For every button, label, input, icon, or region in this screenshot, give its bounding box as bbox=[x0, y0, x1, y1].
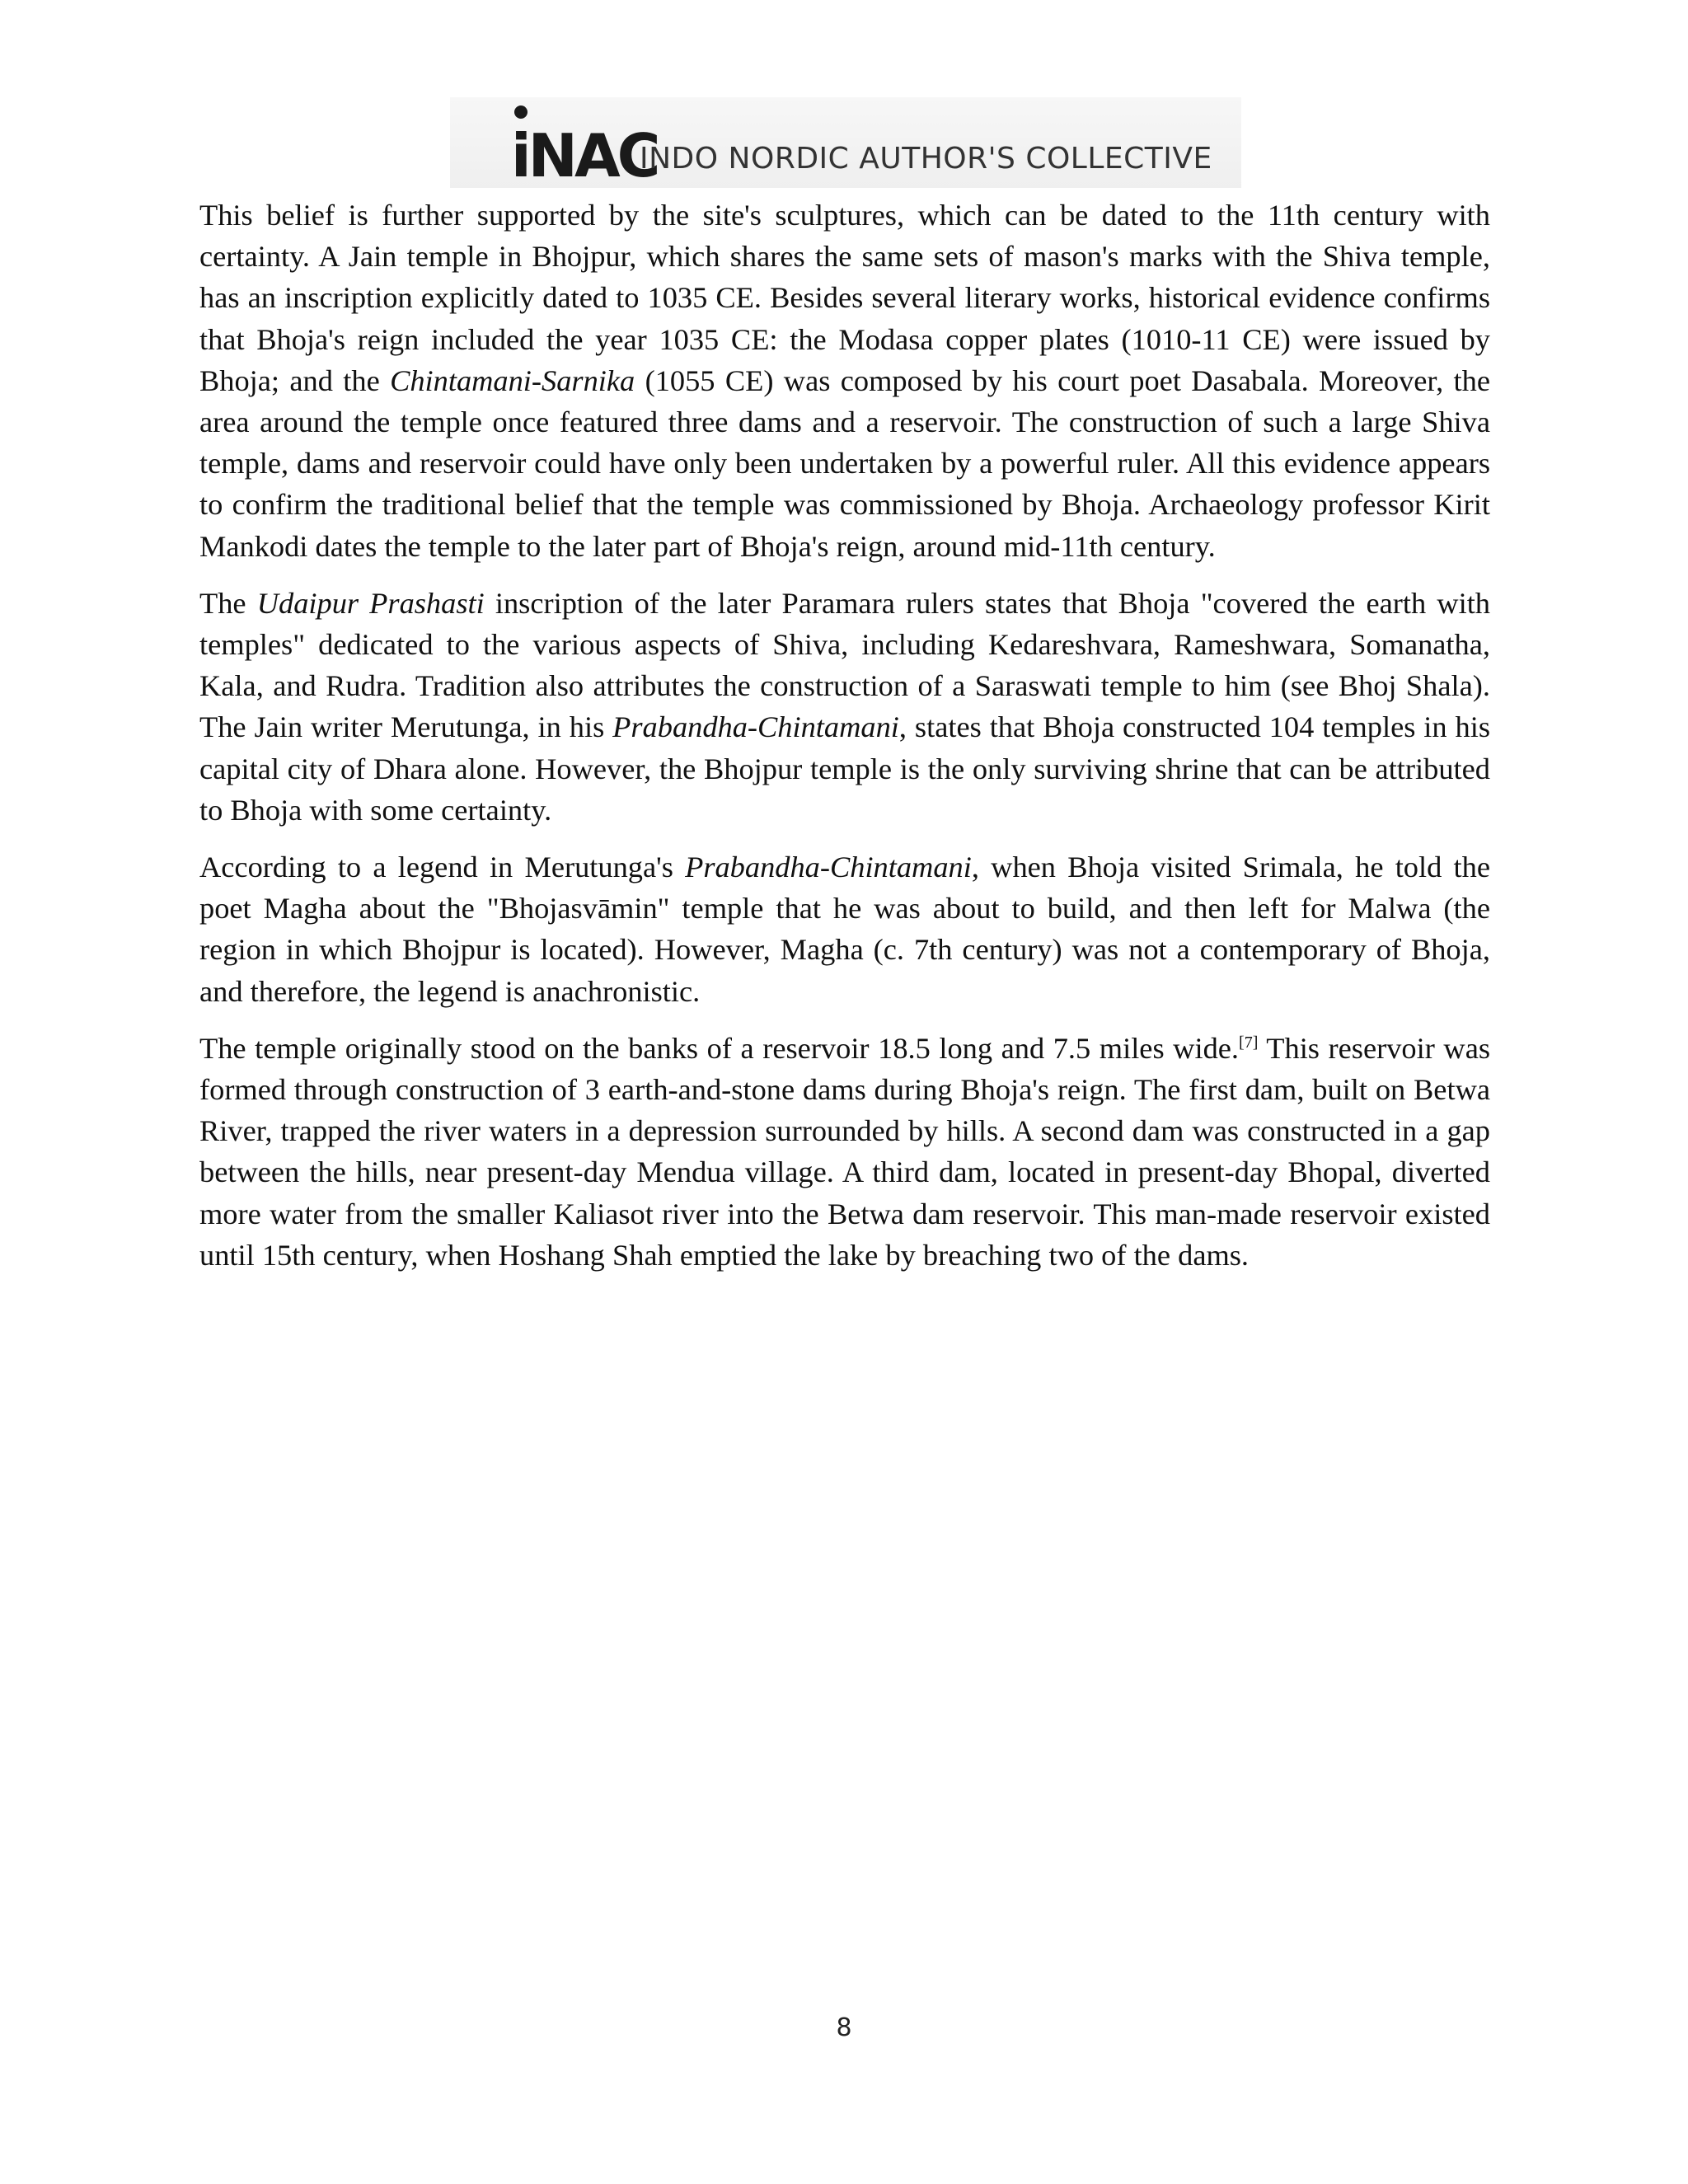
text-run: The bbox=[199, 586, 257, 620]
inac-logo-icon bbox=[511, 101, 658, 190]
text-run: inscription of the later Paramara rulers states that Bhoja "covered the earth with temples" dedicated to the various aspects of Shiva, including Kedareshvara, Rameshwara, Somanatha, Kala, and Rudra. Tradition also attributes the construction of a Saraswati temple to him (see Bhoj Shala). The Jain writer Merutunga, in his bbox=[199, 586, 1491, 744]
paragraph-4 bbox=[199, 1028, 1490, 1276]
italic-title: Prabandha-Chintamani bbox=[685, 851, 972, 884]
logo-text: INDO NORDIC AUTHOR'S COLLECTIVE bbox=[640, 142, 1212, 176]
logo-mark-text: iNAC bbox=[511, 121, 658, 190]
text-run: This reservoir was formed through construction of 3 earth-and-stone dams during Bhoja's reign. The first dam, built on Betwa River, trapped the river waters in a depression surrounded by hills. A second dam was constructed in a gap between the hills, near present-day Mendua village. A third dam, located in present-day Bhopal, diverted more water from the smaller Kaliasot river into the Betwa dam reservoir. This man-made reservoir existed until 15th century, when Hoshang Shah emptied the lake by breaching two of the dams. bbox=[199, 1031, 1491, 1272]
text-run: , states that Bhoja constructed 104 temples in his capital city of Dhara alone. However, the Bhojpur temple is the only surviving shrine that can be attributed to Bhoja with some certainty. bbox=[199, 710, 1490, 827]
text-run: , when Bhoja visited Srimala, he told the poet Magha about the "Bhojasvāmin" temple that he was about to build, and then left for Malwa (the region in which Bhojpur is located). However, Magha (c. 7th century) was not a contemporary of Bhoja, and therefore, the legend is anachronistic. bbox=[199, 851, 1490, 1008]
italic-title: Prabandha-Chintamani bbox=[612, 710, 899, 744]
paragraph-3 bbox=[199, 846, 1490, 1012]
document-body bbox=[199, 194, 1490, 1291]
italic-title: Chintamani-Sarnika bbox=[390, 363, 635, 397]
text-run: According to a legend in Merutunga's bbox=[199, 851, 686, 884]
paragraph-1 bbox=[199, 194, 1490, 567]
paragraph-2 bbox=[199, 583, 1490, 831]
text-run: The temple originally stood on the banks of a reservoir 18.5 long and 7.5 miles wide. bbox=[199, 1031, 1240, 1065]
text-run: (1055 CE) was composed by his court poet Dasabala. Moreover, the area around the temple once featured three dams and a reservoir. The construction of such a large Shiva temple, dams and reservoir could have only been undertaken by a powerful ruler. All this evidence appears to confirm the traditional belief that the temple was commissioned by Bhoja. Archaeology professor Kirit Mankodi dates the temple to the later part of Bhoja's reign, around mid-11th century. bbox=[199, 363, 1490, 563]
header-logo bbox=[450, 97, 1241, 188]
text-run: This belief is further supported by the site's sculptures, which can be dated to the 11th century with certainty. A Jain temple in Bhojpur, which shares the same sets of mason's marks with the Shiva temple, has an inscription explicitly dated to 1035 CE. Besides several literary works, historical evidence confirms that Bhoja's reign included the year 1035 CE: the Modasa copper plates (1010-11 CE) were issued by Bhoja; and the bbox=[199, 199, 1490, 397]
italic-title: Udaipur Prashasti bbox=[256, 586, 485, 620]
page-number: 8 bbox=[836, 2013, 852, 2042]
footnote-reference[interactable]: [7] bbox=[1239, 1033, 1259, 1052]
